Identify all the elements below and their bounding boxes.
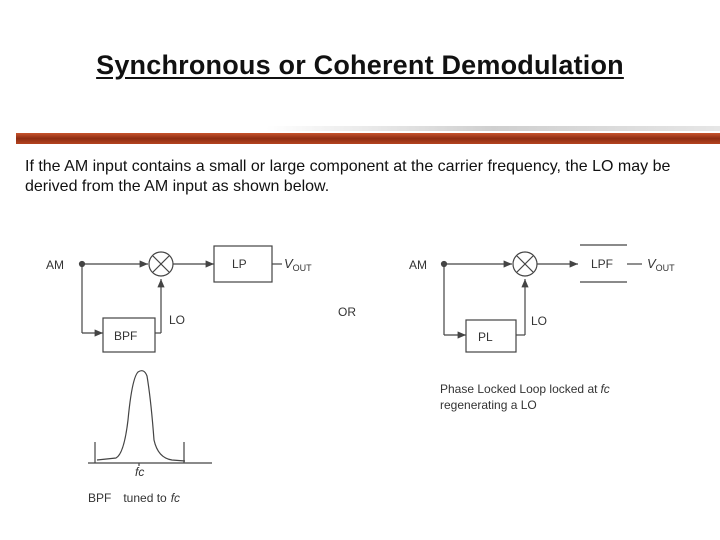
right-pll-label: PL (478, 330, 493, 344)
left-diagram (80, 246, 283, 466)
right-caption-line1: Phase Locked Loop locked at fc (440, 382, 610, 396)
left-caption: BPF tuned to fc (88, 491, 181, 505)
title-divider (16, 126, 720, 146)
right-lo-label: LO (531, 314, 548, 328)
slide-title: Synchronous or Coherent Demodulation (96, 50, 624, 80)
left-fc-label: fc (135, 465, 145, 479)
left-bpf-label: BPF (114, 329, 138, 343)
right-am-label: AM (409, 258, 427, 272)
left-am-label: AM (46, 258, 64, 272)
demodulation-diagrams (0, 230, 720, 540)
right-caption-line2: regenerating a LO (440, 398, 537, 412)
left-vout-label: $V_{OUT}$ (284, 256, 312, 273)
or-separator: OR (338, 305, 356, 319)
slide-body-text: If the AM input contains a small or large component at the carrier frequency, the LO may be derived from the AM input as shown below. (25, 158, 671, 195)
right-lpf-label: LPF (591, 257, 614, 271)
left-lpf-label: LP (232, 257, 247, 271)
left-lo-label: LO (169, 313, 186, 327)
bpf-response-curve (97, 371, 185, 461)
right-vout-label: $V_{OUT}$ (647, 256, 675, 273)
